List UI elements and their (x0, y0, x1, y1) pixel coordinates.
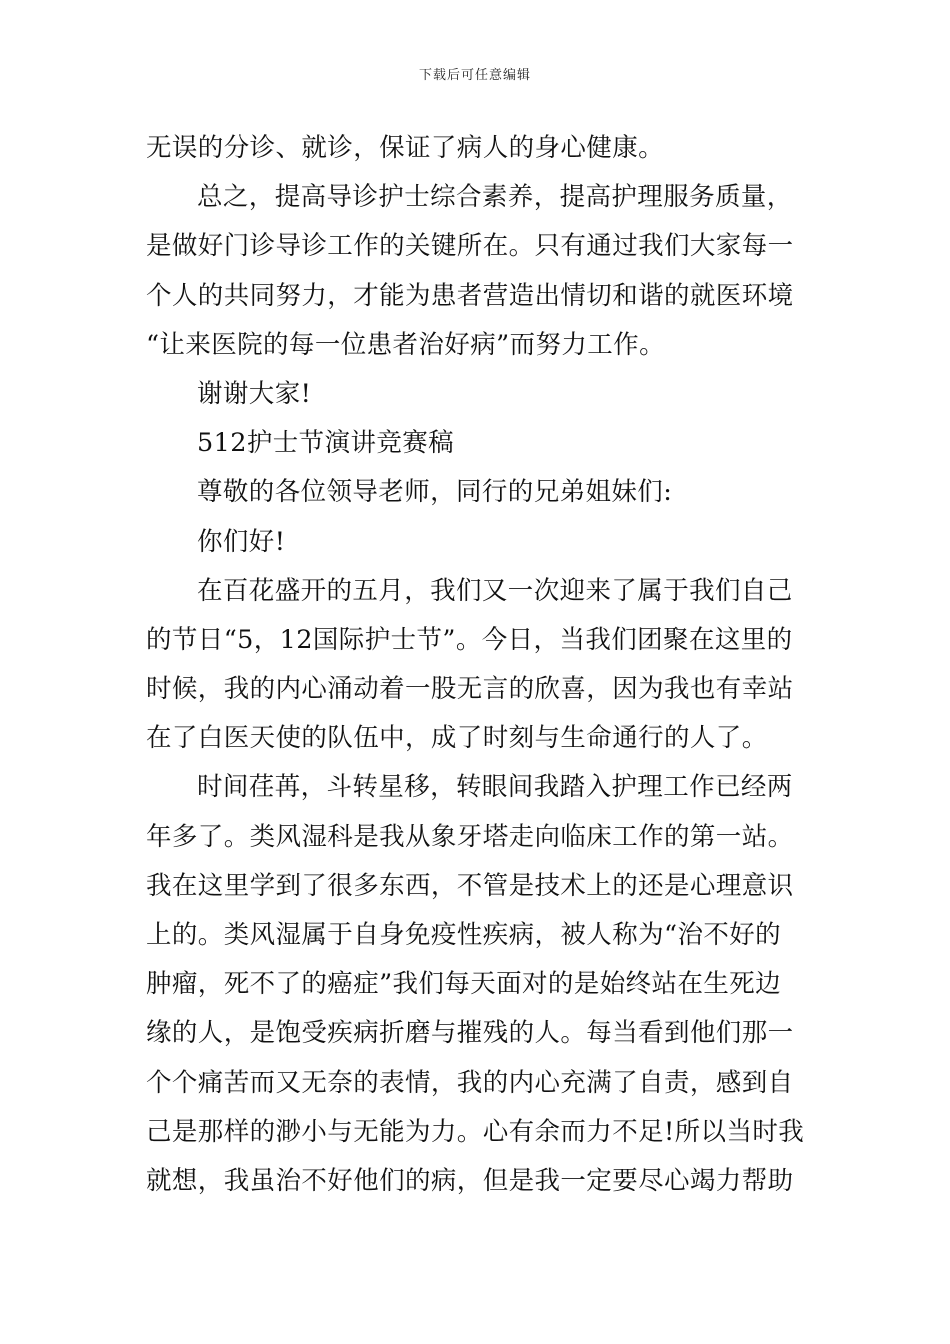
text-line: 时候，我的内心涌动着一股无言的欣喜，因为我也有幸站 (146, 674, 794, 705)
salutation: 尊敬的各位领导老师，同行的兄弟姐妹们: (197, 477, 673, 508)
text-line: 总之，提高导诊护士综合素养，提高护理服务质量， (197, 182, 793, 213)
section-title: 512护士节演讲竞赛稿 (197, 428, 455, 459)
text-line: 己是那样的渺小与无能为力。心有余而力不足!所以当时我 (146, 1116, 805, 1147)
text-line: 肿瘤，死不了的癌症”我们每天面对的是始终站在生死边 (146, 969, 782, 1000)
text-line: 在了白医天使的队伍中，成了时刻与生命通行的人了。 (146, 723, 768, 754)
text-line: 年多了。类风湿科是我从象牙塔走向临床工作的第一站。 (146, 821, 794, 852)
text-line: “让来医院的每一位患者治好病”而努力工作。 (146, 329, 665, 360)
text-line: 上的。类风湿属于自身免疫性疾病，被人称为“治不好的 (146, 920, 782, 950)
text-line: 时间荏苒，斗转星移，转眼间我踏入护理工作已经两 (197, 772, 793, 803)
page-header: 下载后可任意编辑 (418, 68, 531, 83)
text-line: 个人的共同努力，才能为患者营造出情切和谐的就医环境 (146, 280, 794, 311)
greeting: 你们好! (197, 526, 286, 557)
text-line: 谢谢大家! (197, 378, 312, 409)
text-line: 缘的人，是饱受疾病折磨与摧残的人。每当看到他们那一 (146, 1018, 794, 1049)
text-line: 无误的分诊、就诊，保证了病人的身心健康。 (146, 133, 665, 163)
text-line: 我在这里学到了很多东西，不管是技术上的还是心理意识 (146, 870, 794, 901)
document-body (146, 124, 810, 1206)
text-line: 在百花盛开的五月，我们又一次迎来了属于我们自己 (197, 575, 793, 606)
text-line: 就想，我虽治不好他们的病，但是我一定要尽心竭力帮助 (146, 1165, 794, 1196)
text-line: 个个痛苦而又无奈的表情，我的内心充满了自责，感到自 (146, 1067, 794, 1098)
text-line: 是做好门诊导诊工作的关键所在。只有通过我们大家每一 (146, 231, 794, 262)
text-line: 的节日“5，12国际护士节”。今日，当我们团聚在这里的 (146, 624, 793, 655)
